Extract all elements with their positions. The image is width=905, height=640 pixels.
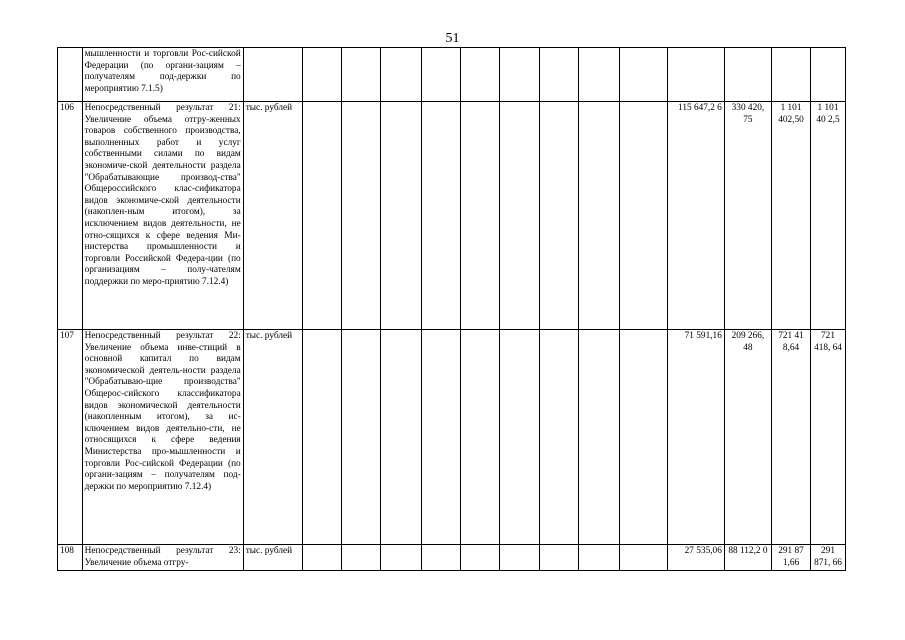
empty-cell	[540, 48, 579, 102]
row-number	[58, 48, 83, 102]
value-cell: 291 871, 66	[811, 545, 846, 571]
empty-cell	[620, 330, 668, 545]
empty-cell	[579, 545, 620, 571]
empty-cell	[461, 330, 500, 545]
value-cell	[668, 48, 724, 102]
empty-cell	[303, 102, 342, 330]
empty-cell	[422, 102, 461, 330]
empty-cell	[500, 102, 540, 330]
row-description: Непосредственный результат 21: Увеличение объема отгру-женных товаров собственного производства, выполненных работ и услуг собственными силами по видам экономиче-ской деятельности раздела "Обрабатывающие производ-ства" Общероссийского клас-сификатора видов экономиче-ской деятельности (накоплен-ным итогом), за исключением видов деятельности, не отно-сящихся к сфере ведения Ми-нистерства промышленности и торговли Российской Федера-ции (по организациям – полу-чателям поддержки по меро-приятию 7.12.4)	[82, 102, 243, 330]
empty-cell	[422, 545, 461, 571]
value-cell: 1 101 40 2,5	[811, 102, 846, 330]
empty-cell	[500, 48, 540, 102]
row-number: 106	[58, 102, 83, 330]
table-row-107	[58, 330, 846, 545]
table-row-106	[58, 102, 846, 330]
indicators-table	[57, 47, 846, 571]
value-cell: 721 41 8,64	[772, 330, 811, 545]
value-cell	[811, 48, 846, 102]
value-cell: 88 112,2 0	[724, 545, 771, 571]
empty-cell	[342, 102, 381, 330]
empty-cell	[342, 48, 381, 102]
empty-cell	[620, 48, 668, 102]
empty-cell	[461, 545, 500, 571]
row-unit: тыс. рублей	[243, 545, 303, 571]
empty-cell	[620, 545, 668, 571]
empty-cell	[540, 545, 579, 571]
empty-cell	[303, 545, 342, 571]
empty-cell	[620, 102, 668, 330]
value-cell: 330 420, 75	[724, 102, 771, 330]
value-cell	[724, 48, 771, 102]
empty-cell	[381, 102, 422, 330]
empty-cell	[579, 330, 620, 545]
empty-cell	[422, 48, 461, 102]
row-number: 107	[58, 330, 83, 545]
row-description: мышленности и торговли Рос-сийской Федерации (по органи-зациям – получателям под-держки по мероприятию 7.1.5)	[82, 48, 243, 102]
empty-cell	[303, 330, 342, 545]
empty-cell	[381, 48, 422, 102]
table-row-108	[58, 545, 846, 571]
empty-cell	[500, 330, 540, 545]
empty-cell	[303, 48, 342, 102]
empty-cell	[461, 102, 500, 330]
row-description: Непосредственный результат 23: Увеличение объема отгру-	[82, 545, 243, 571]
empty-cell	[579, 48, 620, 102]
table-row-continued	[58, 48, 846, 102]
value-cell: 115 647,2 6	[668, 102, 724, 330]
value-cell	[772, 48, 811, 102]
empty-cell	[381, 545, 422, 571]
row-description: Непосредственный результат 22: Увеличение объема инве-стиций в основной капитал по видам экономической деятель-ности раздела "Обрабатываю-щие производства" Общерос-сийского классификатора видов экономической деятельности (накопленным итогом), за ис-ключением видов деятельно-сти, не относящихся к сфере ведения Министерства про-мышленности и торговли Рос-сийской Федерации (по органи-зациям – получателям под-держки по мероприятию 7.12.4)	[82, 330, 243, 545]
row-unit	[243, 48, 303, 102]
empty-cell	[540, 102, 579, 330]
empty-cell	[579, 102, 620, 330]
row-unit: тыс. рублей	[243, 330, 303, 545]
value-cell: 71 591,16	[668, 330, 724, 545]
row-unit: тыс. рублей	[243, 102, 303, 330]
empty-cell	[422, 330, 461, 545]
value-cell: 1 101 402,50	[772, 102, 811, 330]
empty-cell	[461, 48, 500, 102]
value-cell: 27 535,06	[668, 545, 724, 571]
empty-cell	[540, 330, 579, 545]
row-number: 108	[58, 545, 83, 571]
empty-cell	[381, 330, 422, 545]
empty-cell	[342, 545, 381, 571]
value-cell: 721 418, 64	[811, 330, 846, 545]
empty-cell	[500, 545, 540, 571]
page-number: 51	[445, 31, 460, 46]
value-cell: 291 87 1,66	[772, 545, 811, 571]
value-cell: 209 266, 48	[724, 330, 771, 545]
empty-cell	[342, 330, 381, 545]
